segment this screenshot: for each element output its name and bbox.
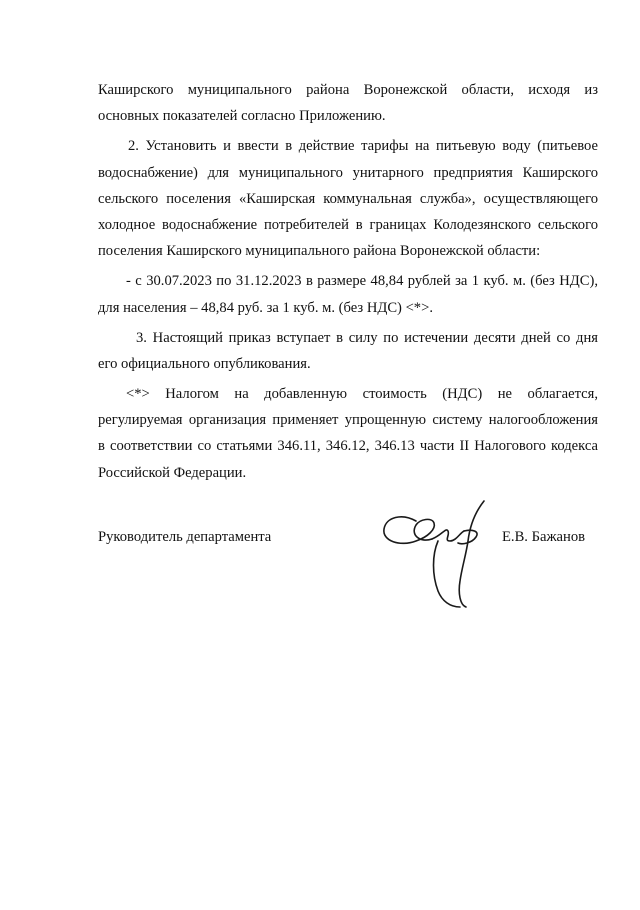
text-line: Каширского муниципального района Воронежской области, исходя из	[98, 82, 598, 98]
footnote-line: в соответствии со статьями 346.11, 346.12, 346.13 части II Налогового кодекса	[98, 438, 598, 455]
handwritten-signature	[376, 495, 494, 615]
footnote-line: регулируемая организация применяет упрощенную систему налогообложения	[98, 412, 598, 429]
paragraph-3-line: его официального опубликования.	[98, 355, 311, 372]
signature-block	[98, 520, 598, 550]
paragraph-2-line: сельского поселения «Каширская коммунальная служба», осуществляющего	[98, 190, 598, 207]
tariff-line: - с 30.07.2023 по 31.12.2023 в размере 48,84 рублей за 1 куб. м. (без НДС),	[126, 273, 598, 290]
footnote-line: <*> Налогом на добавленную стоимость (НДС) не облагается,	[126, 386, 598, 403]
footnote-line: Российской Федерации.	[98, 464, 247, 481]
signatory-title: Руководитель департамента	[98, 529, 272, 545]
text-line: основных показателей согласно Приложению.	[98, 108, 386, 125]
tariff-line: для населения – 48,84 руб. за 1 куб. м. (без НДС) <*>.	[98, 299, 433, 316]
paragraph-2-line: водоснабжение) для муниципального унитарного предприятия Каширского	[98, 164, 598, 181]
paragraph-2-line: холодное водоснабжение потребителей в границах Колодезянского сельского	[98, 216, 598, 233]
paragraph-2-line: поселения Каширского муниципального района Воронежской области:	[98, 243, 541, 260]
paragraph-3-line: 3. Настоящий приказ вступает в силу по истечении десяти дней со дня	[136, 329, 598, 346]
document-body	[98, 77, 598, 486]
signatory-name: Е.В. Бажанов	[502, 529, 586, 545]
paragraph-2-line: 2. Установить и ввести в действие тарифы на питьевую воду (питьевое	[128, 138, 598, 155]
